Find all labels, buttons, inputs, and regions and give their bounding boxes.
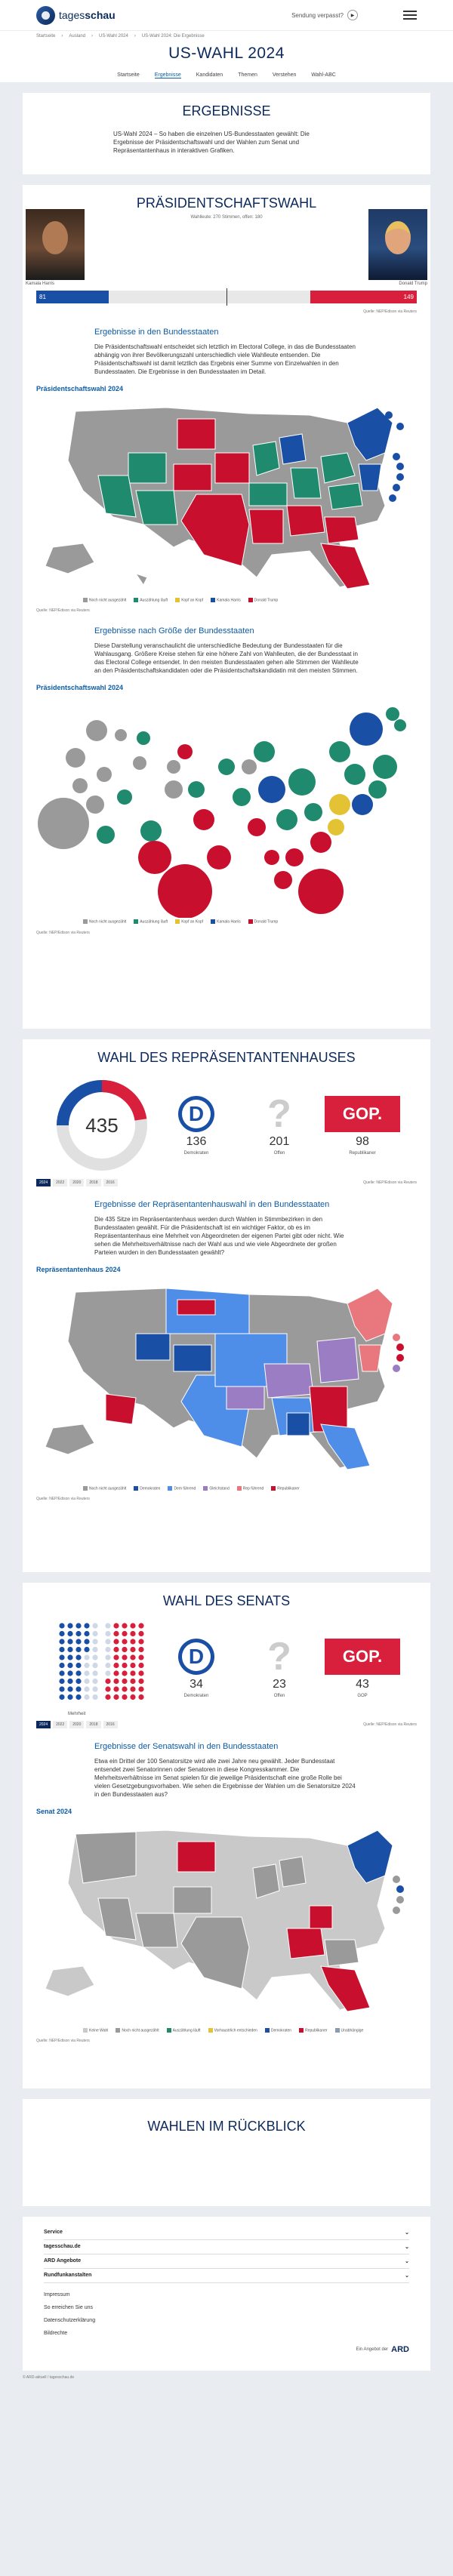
senate-open-count: 23 (273, 1677, 286, 1691)
senate-legend-rep: Republikaner (299, 2028, 327, 2033)
legend-tossup: Kopf an Kopf (175, 598, 203, 602)
senate-seat-dot (138, 1623, 143, 1628)
senate-seat-dot (105, 1670, 110, 1676)
senate-seat-dot (122, 1639, 127, 1644)
legend-counting: Auszählung läuft (134, 598, 168, 602)
senate-dem (159, 1639, 234, 1698)
house-source: Quelle: NEP/Edison via Reuters (363, 1180, 417, 1185)
breadcrumb-separator: › (134, 34, 136, 38)
senate-seat-dot (105, 1623, 110, 1628)
senate-seat-dot (76, 1670, 81, 1676)
senate-seat-dot (84, 1686, 89, 1691)
legend2-tossup: Kopf an Kopf (175, 919, 203, 924)
senate-seat-dot (122, 1647, 127, 1652)
chevron-down-icon: ⌄ (405, 2259, 409, 2264)
senate-seat-dot (138, 1679, 143, 1684)
senate-seat-dot (84, 1639, 89, 1644)
senate-map-title: Senat 2024 (36, 1808, 72, 1815)
senate-seat-dot (122, 1623, 127, 1628)
states-text: Die Präsidentschaftswahl entscheidet sich letztlich im Electoral College, in das die Bundesstaaten abhängig von ihrer Bevölkerungszahl unterschiedlich viele Wahlleute entsenden. Die Präsidentschaftswahl ist damit letztlich das Ergebnis einer Summe von Einzelwahlen in den Bundesstaaten. Die Ergebnisse in den Bundesstaaten im Detail. (94, 343, 356, 375)
missed-show-link[interactable] (291, 10, 358, 20)
senate-seat-dot (67, 1694, 72, 1700)
senate-legend-counting: Auszählung läuft (167, 2028, 201, 2033)
gop-logo-icon: GOP. (325, 1096, 400, 1132)
senate-seat-dot (84, 1647, 89, 1652)
senate-seat-dot (67, 1663, 72, 1668)
house-card (23, 1039, 430, 1572)
subnav-topics[interactable]: Themen (238, 72, 257, 78)
senate-seat-dot (130, 1663, 135, 1668)
senate-seat-dot (67, 1654, 72, 1660)
house-year-tabs (23, 1174, 131, 1186)
senate-seat-dot (92, 1663, 97, 1668)
senate-source: Quelle: NEP/Edison via Reuters (363, 1722, 417, 1727)
senate-year-tab-2024[interactable]: 2024 (36, 1721, 51, 1728)
legend-trump: Donald Trump (248, 598, 278, 602)
house-seats (23, 1066, 430, 1174)
senate-seat-dot (92, 1686, 97, 1691)
senate-seat-dot (138, 1686, 143, 1691)
house-dem (159, 1096, 234, 1156)
senate-seat-dot (84, 1631, 89, 1636)
missed-show-label: Sendung verpasst? (291, 11, 344, 19)
senate-seat-dot (76, 1639, 81, 1644)
senate-seat-dot (130, 1623, 135, 1628)
senate-seat-dot (59, 1631, 64, 1636)
top-bar (0, 0, 453, 30)
senate-seat-dot (138, 1670, 143, 1676)
footer-link-privacy[interactable]: Datenschutzerklärung (44, 2318, 96, 2323)
house-rep-count: 98 (356, 1134, 369, 1148)
senate-seat-dot (113, 1694, 119, 1700)
senate-seat-dot (113, 1647, 119, 1652)
senate-seat-dot (67, 1686, 72, 1691)
senate-seat-dot (76, 1623, 81, 1628)
harris-votes: 81 (36, 291, 109, 303)
senate-seat-dot (59, 1623, 64, 1628)
review-title: WAHLEN IM RÜCKBLICK (147, 2119, 306, 2134)
senate-seat-dot (92, 1647, 97, 1652)
senate-seat-dot (76, 1679, 81, 1684)
footer-broadcasters[interactable]: Rundfunkanstalten ⌄ (44, 2269, 409, 2283)
logo-text-b: schau (85, 9, 116, 21)
harris-name: Kamala Harris (26, 282, 55, 286)
house-sub-text: Die 435 Sitze im Repräsentantenhaus werden durch Wahlen in Stimmbezirken in den Bundesstaaten gewählt. Für die Präsidentschaft ist ein wichtiger Faktor, ob es im Repräsentantenhaus eine Mehrheit von Abgeordneten der eigenen Partei gibt oder nicht. Wie sehen die Mehrheitsverhältnisse nach der Wahl aus und wie viele Abgeordnete der großen Parteien wurden in den Bundesstaaten gewählt? (94, 1216, 344, 1256)
copyright: © ARD-aktuell / tagesschau.de (23, 2375, 75, 2380)
senate-sub-text: Etwa ein Drittel der 100 Senatorsitze wird alle zwei Jahre neu gewählt. Jeder Bundesstaat entsendet zwei Senatorinnen oder Senatoren in diese Kongresskammer. Die Mehrheitsverhältnisse im Senat spielen für die jeweilige Präsidentschaft eine große Rolle bei vielen Gesetzgebungsvorhaben. Wie sehen die Ergebnisse der Wahlen um die Senatorsitze 2024 in den Bundesstaaten aus? (94, 1758, 356, 1798)
senate-seat-dot (105, 1686, 110, 1691)
map1-title: Präsidentschaftswahl 2024 (36, 385, 124, 392)
senate-open-label: Offen (273, 1693, 285, 1698)
presidential-bubble-map[interactable] (23, 691, 430, 918)
gop-logo-icon: GOP. (325, 1639, 400, 1675)
subnav-understand[interactable]: Verstehen (272, 72, 297, 78)
house-title: WAHL DES REPRÄSENTANTENHAUSES (97, 1050, 356, 1065)
review-card (23, 2099, 430, 2206)
map2-source: Quelle: NEP/Edison via Reuters (36, 930, 90, 935)
size-heading: Ergebnisse nach Größe der Bundesstaaten (94, 626, 254, 636)
senate-seat-dots (53, 1620, 151, 1710)
senate-seat-dot (67, 1670, 72, 1676)
chevron-down-icon: ⌄ (405, 2245, 409, 2250)
footer-tagesschau[interactable]: tagesschau.de ⌄ (44, 2240, 409, 2254)
senate-seat-dot (138, 1639, 143, 1644)
senate-seat-dot (76, 1686, 81, 1691)
map1-legend (23, 596, 430, 602)
footer-ard[interactable]: ARD Angebote ⌄ (44, 2254, 409, 2269)
house-legend-dem: Demokraten (134, 1486, 160, 1491)
house-legend (23, 1485, 430, 1491)
senate-seat-dot (84, 1670, 89, 1676)
house-map-title: Repräsentantenhaus 2024 (36, 1266, 121, 1273)
chevron-down-icon: ⌄ (405, 2273, 409, 2279)
senate-seat-dot (113, 1670, 119, 1676)
senate-seat-dot (76, 1647, 81, 1652)
senate-seat-dot (92, 1631, 97, 1636)
senate-card (23, 1583, 430, 2088)
results-title: ERGEBNISSE (182, 103, 271, 118)
senate-seat-dot (122, 1694, 127, 1700)
senate-majority-label: Mehrheit (68, 1712, 86, 1716)
house-open-count: 201 (269, 1134, 290, 1148)
legend-harris: Kamala Harris (211, 598, 241, 602)
year-tab-2024[interactable]: 2024 (36, 1179, 51, 1186)
house-rep (325, 1096, 400, 1156)
footer-link-image-rights[interactable]: Bildrechte (44, 2331, 68, 2336)
logo-text-a: tages (59, 9, 85, 21)
senate-seat-dot (59, 1663, 64, 1668)
senate-seat-dot (130, 1686, 135, 1691)
house-legend-rep: Republikaner (271, 1486, 299, 1491)
senate-seat-dot (105, 1663, 110, 1668)
senate-legend-no-election: Keine Wahl (83, 2028, 108, 2033)
presidential-state-map[interactable] (23, 392, 430, 596)
senate-seat-dot (113, 1631, 119, 1636)
senate-dem-label: Demokraten (183, 1693, 209, 1698)
breadcrumb-election[interactable]: US-Wahl 2024 (99, 34, 128, 38)
breadcrumb-separator: › (61, 34, 63, 38)
trump-photo (368, 209, 427, 280)
senate-seat-dot (67, 1679, 72, 1684)
senate-seat-dot (122, 1631, 127, 1636)
footer (23, 2217, 430, 2371)
presidential-card (23, 185, 430, 1029)
senate-seat-dot (59, 1670, 64, 1676)
senate-seat-dot (59, 1679, 64, 1684)
senate-seat-dot (105, 1679, 110, 1684)
year-tab-2020[interactable]: 2020 (69, 1179, 84, 1186)
senate-seat-dot (130, 1670, 135, 1676)
senate-seat-dot (122, 1670, 127, 1676)
senate-seat-dot (84, 1679, 89, 1684)
senate-seat-dot (76, 1694, 81, 1700)
presidential-title: PRÄSIDENTSCHAFTSWAHL (136, 195, 317, 211)
majority-info: Wahlleute: 270 Stimmen, offen: 180 (190, 215, 263, 220)
chevron-down-icon: ⌄ (405, 2230, 409, 2236)
senate-seat-dot (138, 1694, 143, 1700)
question-mark-icon: ? (267, 1091, 291, 1136)
subnav (36, 72, 417, 78)
map1-source: Quelle: NEP/Edison via Reuters (36, 608, 90, 614)
ard-label: Ein Angebot der (356, 2347, 389, 2352)
senate-seat-dot (105, 1694, 110, 1700)
logo-disc-icon (36, 6, 55, 25)
senate-seat-dot (67, 1639, 72, 1644)
results-card (23, 93, 430, 174)
senate-seat-dot (59, 1647, 64, 1652)
legend2-trump: Donald Trump (248, 919, 278, 924)
harris-photo (26, 209, 85, 280)
senate-seat-dot (84, 1694, 89, 1700)
question-mark-icon: ? (267, 1634, 291, 1679)
senate-seat-dot (105, 1654, 110, 1660)
legend2-not-counted: Noch nicht ausgezählt (83, 919, 126, 924)
senate-year-tab-2020[interactable]: 2020 (69, 1721, 84, 1728)
senate-legend-not-counted: Noch nicht ausgezählt (116, 2028, 159, 2033)
footer-service[interactable]: Service ⌄ (44, 2226, 409, 2240)
subnav-candidates[interactable]: Kandidaten (196, 72, 223, 78)
senate-seat-dot (113, 1679, 119, 1684)
map2-title: Präsidentschaftswahl 2024 (36, 684, 124, 692)
ard-badge[interactable] (44, 2345, 409, 2354)
senate-seat-dot (92, 1694, 97, 1700)
breadcrumb-home[interactable]: Startseite (36, 34, 56, 38)
senate-rep (325, 1639, 400, 1698)
senate-year-tabs (23, 1716, 131, 1728)
senate-seat-dot (130, 1647, 135, 1652)
senate-rep-label: GOP (357, 1693, 368, 1698)
majority-marker (226, 288, 227, 306)
house-legend-not-counted: Noch nicht ausgezählt (83, 1486, 126, 1491)
senate-seat-dot (84, 1654, 89, 1660)
breadcrumb (36, 34, 417, 38)
footer-link-imprint[interactable]: Impressum (44, 2292, 70, 2297)
democrat-logo-icon: D (178, 1096, 214, 1132)
senate-year-tab-2022[interactable]: 2022 (53, 1721, 67, 1728)
senate-legend-ind: Unabhängige (335, 2028, 364, 2033)
senate-sub-heading: Ergebnisse der Senatswahl in den Bundesstaaten (94, 1742, 279, 1751)
logo-text (59, 9, 116, 21)
senate-seat-dot (105, 1647, 110, 1652)
senate-seat-dot (67, 1647, 72, 1652)
senate-seat-dot (76, 1631, 81, 1636)
trump-votes: 149 (310, 291, 417, 303)
senate-seat-dot (138, 1654, 143, 1660)
senate-seat-dot (130, 1694, 135, 1700)
senate-seat-dot (113, 1663, 119, 1668)
subnav-results[interactable]: Ergebnisse (154, 72, 181, 78)
house-open (242, 1091, 317, 1156)
house-dem-count: 136 (186, 1134, 207, 1148)
house-legend-dem-lead: Dem führend (168, 1486, 196, 1491)
house-state-map[interactable] (23, 1273, 430, 1485)
house-legend-rep-lead: Rep führend (237, 1486, 264, 1491)
senate-seat-dot (67, 1631, 72, 1636)
senate-legend-dem: Demokraten (265, 2028, 291, 2033)
page-title: US-WAHL 2024 (168, 45, 285, 62)
senate-seat-dot (105, 1639, 110, 1644)
house-rep-label: Republikaner (349, 1150, 376, 1156)
house-legend-tie: Gleichstand (203, 1486, 229, 1491)
ard-logo: ARD (391, 2345, 409, 2354)
house-map-source: Quelle: NEP/Edison via Reuters (36, 1497, 90, 1502)
senate-seat-dot (138, 1647, 143, 1652)
senate-seat-dot (84, 1623, 89, 1628)
breadcrumb-separator: › (91, 34, 94, 38)
senate-seat-dot (130, 1639, 135, 1644)
trump-name: Donald Trump (399, 282, 427, 286)
senate-seats (23, 1609, 430, 1716)
senate-seat-dot (59, 1686, 64, 1691)
house-open-label: Offen (273, 1150, 285, 1156)
senate-seat-dot (130, 1631, 135, 1636)
house-sub-heading: Ergebnisse der Repräsentantenhauswahl in den Bundesstaaten (94, 1200, 330, 1209)
senate-seat-dot (138, 1631, 143, 1636)
breadcrumb-abroad[interactable]: Ausland (69, 34, 86, 38)
senate-seat-dot (92, 1639, 97, 1644)
senate-seat-dot (92, 1670, 97, 1676)
senate-map-source: Quelle: NEP/Edison via Reuters (36, 2039, 90, 2044)
senate-seat-dot (76, 1663, 81, 1668)
senate-seat-dot (113, 1639, 119, 1644)
play-icon: ▶ (347, 10, 358, 20)
senate-seat-dot (92, 1654, 97, 1660)
senate-open (242, 1634, 317, 1698)
senate-seat-dot (76, 1654, 81, 1660)
states-heading: Ergebnisse in den Bundesstaaten (94, 328, 219, 337)
results-intro: US-Wahl 2024 – So haben die einzelnen US-Bundesstaaten gewählt: Die Ergebnisse der Präsidentschaftswahl und der Wahlen zum Senat und Repräsentantenhaus in interaktiven Grafiken. (113, 131, 310, 154)
senate-seat-dot (59, 1639, 64, 1644)
subnav-abc[interactable]: Wahl-ABC (311, 72, 336, 78)
senate-seat-dot (59, 1654, 64, 1660)
senate-legend-decided: Vorhaustrlich entschieden (208, 2028, 257, 2033)
year-tab-2022[interactable]: 2022 (53, 1179, 67, 1186)
senate-legend (23, 2027, 430, 2033)
map2-legend (23, 918, 430, 924)
senate-title: WAHL DES SENATS (162, 1593, 291, 1608)
senate-seat-dot (122, 1663, 127, 1668)
senate-seat-dot (122, 1654, 127, 1660)
size-text: Diese Darstellung veranschaulicht die unterschiedliche Bedeutung der Bundesstaaten für die Wahlausgang. Größere Kreise stehen für eine höhere Zahl von Wahlleuten, die der Bundesstaat in das Electoral College entsendet. In den meisten Bundesstaaten gehen alle Stimmen der Wahlleute an den Präsidentschaftskandidaten oder die Präsidentschaftskandidatin mit den meisten Stimmen. (94, 642, 359, 675)
senate-year-tab-2018[interactable]: 2018 (86, 1721, 100, 1728)
senate-year-tab-2016[interactable]: 2016 (103, 1721, 118, 1728)
senate-seat-dot (130, 1679, 135, 1684)
senate-seat-dot (113, 1623, 119, 1628)
senate-seat-dot (105, 1631, 110, 1636)
year-tab-2016[interactable]: 2016 (103, 1179, 118, 1186)
year-tab-2018[interactable]: 2018 (86, 1179, 100, 1186)
legend-not-counted: Noch nicht ausgezählt (83, 598, 126, 602)
senate-dots (53, 1620, 151, 1716)
senate-seat-dot (92, 1623, 97, 1628)
senate-seat-dot (122, 1679, 127, 1684)
senate-seat-dot (67, 1623, 72, 1628)
legend2-counting: Auszählung läuft (134, 919, 168, 924)
breadcrumb-current: US-Wahl 2024: Die Ergebnisse (141, 34, 205, 38)
senate-seat-dot (138, 1663, 143, 1668)
house-dem-label: Demokraten (183, 1150, 209, 1156)
senate-state-map[interactable] (23, 1815, 430, 2027)
senate-seat-dot (84, 1663, 89, 1668)
legend2-harris: Kamala Harris (211, 919, 241, 924)
house-total: 435 (85, 1114, 119, 1137)
democrat-logo-icon: D (178, 1639, 214, 1675)
senate-seat-dot (113, 1686, 119, 1691)
senate-seat-dot (113, 1654, 119, 1660)
subnav-start[interactable]: Startseite (117, 72, 140, 78)
senate-seat-dot (130, 1654, 135, 1660)
presidential-source: Quelle: NEP/Edison via Reuters (363, 309, 417, 314)
electoral-vote-bar (36, 291, 417, 303)
house-donut (53, 1076, 151, 1174)
senate-seat-dot (59, 1694, 64, 1700)
senate-rep-count: 43 (356, 1677, 369, 1691)
senate-seat-dot (122, 1686, 127, 1691)
menu-icon[interactable] (403, 11, 417, 20)
page-header (0, 31, 453, 82)
senate-seat-dot (92, 1679, 97, 1684)
footer-link-contact[interactable]: So erreichen Sie uns (44, 2305, 93, 2310)
tagesschau-logo[interactable] (36, 6, 116, 25)
senate-dem-count: 34 (190, 1677, 203, 1691)
